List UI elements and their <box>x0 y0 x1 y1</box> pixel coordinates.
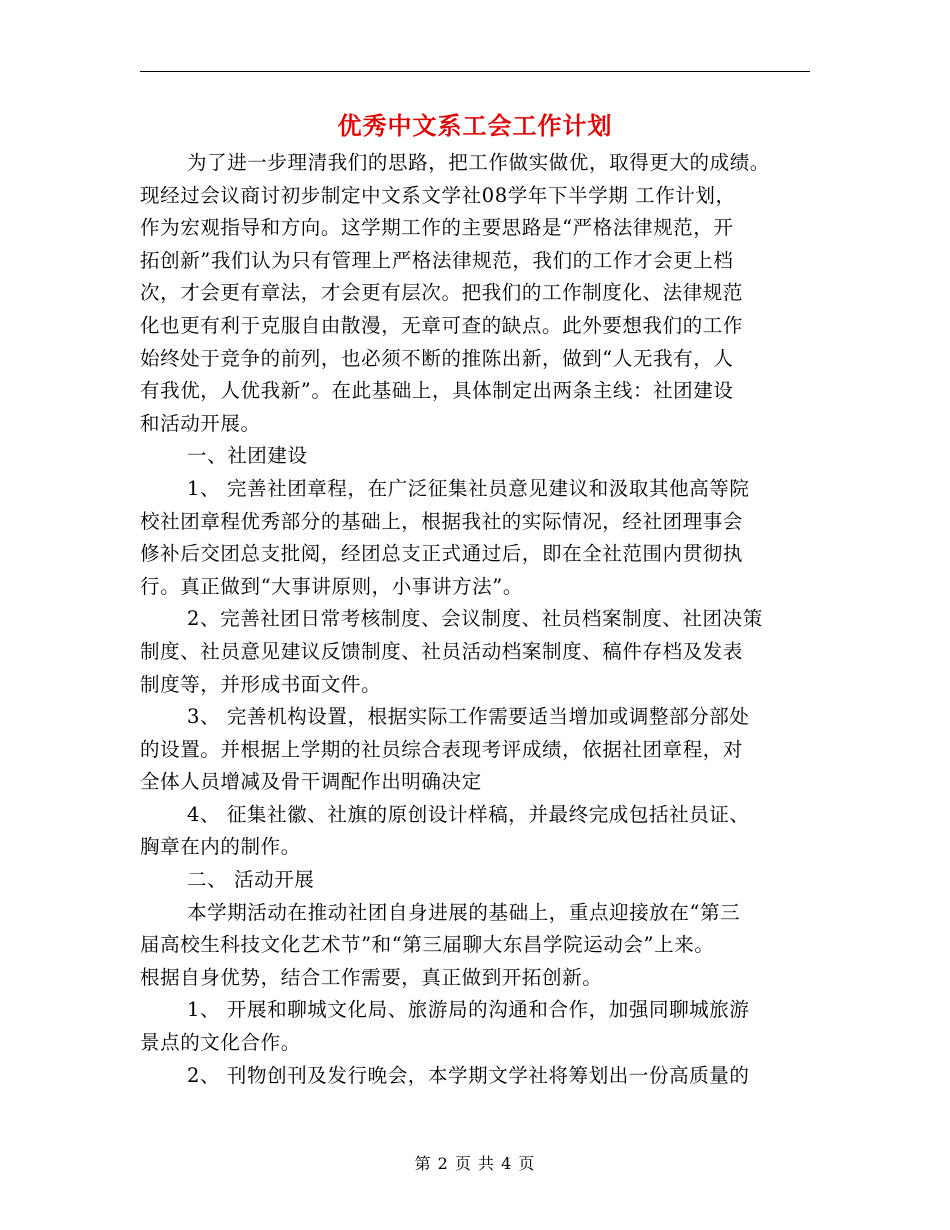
page-footer: 第 2 页 共 4 页 <box>414 1154 536 1173</box>
text-line: 全体人员增减及骨干调配作出明确决定 <box>140 770 482 794</box>
text-line: 化也更有利于克服自由散漫，无章可查的缺点。此外要想我们的工作 <box>140 313 744 337</box>
document-title: 优秀中文系工会工作计划 <box>337 111 613 140</box>
header-rule <box>140 71 810 72</box>
text-line: 届高校生科技文化艺术节”和“第三届聊大东昌学院运动会”上来。 <box>140 933 715 957</box>
text-line: 始终处于竞争的前列，也必须不断的推陈出新，做到“人无我有，人 <box>140 346 734 370</box>
text-line: 行。真正做到“大事讲原则，小事讲方法”。 <box>140 574 523 598</box>
text-line: 根据自身优势，结合工作需要，真正做到开拓创新。 <box>140 965 603 989</box>
text-line: 1、 开展和聊城文化局、旅游局的沟通和合作，加强同聊城旅游 <box>187 998 750 1022</box>
text-line: 制度、社员意见建议反馈制度、社员活动档案制度、稿件存档及发表 <box>140 639 744 663</box>
text-line: 2、 刊物创刊及发行晚会，本学期文学社将筹划出一份高质量的 <box>187 1063 750 1087</box>
text-line: 有我优，人优我新”。在此基础上，具体制定出两条主线：社团建设 <box>140 379 734 403</box>
text-line: 校社团章程优秀部分的基础上，根据我社的实际情况，经社团理事会 <box>140 509 744 533</box>
text-line: 二、 活动开展 <box>187 868 315 892</box>
text-line: 1、 完善社团章程，在广泛征集社员意见建议和汲取其他高等院 <box>187 476 750 500</box>
text-line: 3、 完善机构设置，根据实际工作需要适当增加或调整部分部处 <box>187 705 750 729</box>
text-line: 现经过会议商讨初步制定中文系文学社08学年下半学期 工作计划， <box>140 183 736 207</box>
text-line: 为了进一步理清我们的思路，把工作做实做优，取得更大的成绩。 <box>187 151 770 174</box>
document-body <box>140 147 812 1092</box>
text-line: 本学期活动在推动社团自身进展的基础上，重点迎接放在“第三 <box>187 900 741 924</box>
text-line: 2、完善社团日常考核制度、会议制度、社员档案制度、社团决策 <box>187 607 763 631</box>
text-line: 4、 征集社徽、社旗的原创设计样稿，并最终完成包括社员证、 <box>187 802 750 826</box>
text-line: 制度等，并形成书面文件。 <box>140 672 382 696</box>
text-line: 作为宏观指导和方向。这学期工作的主要思路是“严格法律规范，开 <box>140 216 734 240</box>
text-line: 胸章在内的制作。 <box>140 835 301 859</box>
text-line: 拓创新”我们认为只有管理上严格法律规范，我们的工作才会更上档 <box>140 248 734 272</box>
text-line: 一、社团建设 <box>187 444 308 468</box>
text-line: 和活动开展。 <box>140 411 261 435</box>
text-line: 的设置。并根据上学期的社员综合表现考评成绩，依据社团章程，对 <box>140 737 744 761</box>
text-line: 修补后交团总支批阅，经团总支正式通过后，即在全社范围内贯彻执 <box>140 542 744 566</box>
text-line: 次，才会更有章法，才会更有层次。把我们的工作制度化、法律规范 <box>140 281 744 305</box>
text-line: 景点的文化合作。 <box>140 1031 301 1055</box>
